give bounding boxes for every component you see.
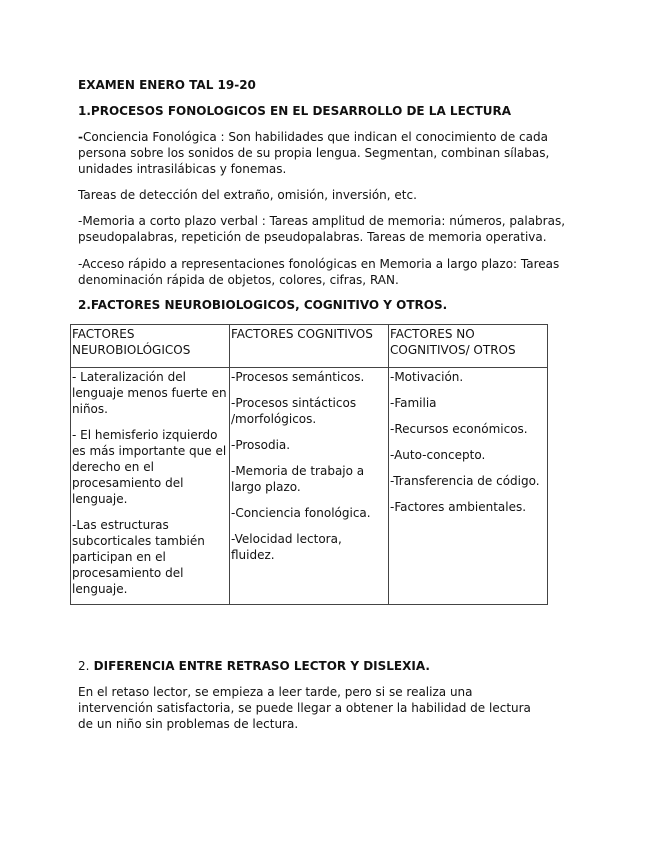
list-item: -Prosodia. bbox=[231, 438, 291, 452]
section2-heading: 2.FACTORES NEUROBIOLOGICOS, COGNITIVO Y OTROS. bbox=[78, 298, 448, 312]
list-item: - El hemisferio izquierdo es más importante que el derecho en el procesamiento del lenguaje. bbox=[72, 428, 227, 506]
header-neurobiologicos: FACTORES NEUROBIOLÓGICOS bbox=[71, 325, 230, 368]
list-item: -Recursos económicos. bbox=[390, 422, 528, 436]
cell-cognitivos bbox=[230, 368, 389, 605]
list-item: -Memoria de trabajo a largo plazo. bbox=[231, 464, 365, 494]
conciencia-text: Conciencia Fonológica : Son habilidades que indican el conocimiento de cada persona sobre los sonidos de su propia lengua. Segmentan, combinan sílabas, unidades intrasilábicas y fonemas. bbox=[78, 130, 550, 176]
section3-heading-line bbox=[78, 658, 568, 674]
table-body-row bbox=[71, 368, 548, 605]
header-no-cognitivos: FACTORES NO COGNITIVOS/ OTROS bbox=[389, 325, 548, 368]
section1-paragraph-acceso: -Acceso rápido a representaciones fonológicas en Memoria a largo plazo: Tareas denominación rápida de objetos, colores, cifras, RAN. bbox=[78, 257, 560, 287]
section3-number: 2. bbox=[78, 659, 90, 673]
list-item: -Conciencia fonológica. bbox=[231, 506, 371, 520]
list-item: -Velocidad lectora, fluidez. bbox=[231, 532, 342, 562]
section1-heading: 1.PROCESOS FONOLOGICOS EN EL DESARROLLO DE LA LECTURA bbox=[78, 104, 512, 118]
list-item: -Las estructuras subcorticales también participan en el procesamiento del lenguaje. bbox=[72, 518, 205, 596]
section1-paragraph-tareas: Tareas de detección del extraño, omisión, inversión, etc. bbox=[78, 188, 417, 202]
cell-no-cognitivos bbox=[389, 368, 548, 605]
list-item: - Lateralización del lenguaje menos fuerte en niños. bbox=[72, 370, 227, 416]
header-cognitivos: FACTORES COGNITIVOS bbox=[230, 325, 389, 368]
cell-neurobiologicos bbox=[71, 368, 230, 605]
section3-paragraph: En el retaso lector, se empieza a leer tarde, pero si se realiza una intervención satisfactoria, se puede llegar a obtener la habilidad de lectura de un niño sin problemas de lectura. bbox=[78, 685, 531, 731]
list-item: -Familia bbox=[390, 396, 437, 410]
section1-paragraph-memoria: -Memoria a corto plazo verbal : Tareas amplitud de memoria: números, palabras, pseudopalabras, repetición de pseudopalabras. Tareas de memoria operativa. bbox=[78, 214, 566, 244]
list-item: -Procesos semánticos. bbox=[231, 370, 365, 384]
document-title: EXAMEN ENERO TAL 19-20 bbox=[78, 78, 256, 92]
table-header-row bbox=[71, 325, 548, 368]
bullet-mark: - bbox=[78, 130, 83, 144]
list-item: -Transferencia de código. bbox=[390, 474, 540, 488]
section1-paragraph-conciencia bbox=[78, 129, 568, 177]
list-item: -Motivación. bbox=[390, 370, 464, 384]
list-item: -Factores ambientales. bbox=[390, 500, 527, 514]
list-item: -Auto-concepto. bbox=[390, 448, 486, 462]
list-item: -Procesos sintácticos /morfológicos. bbox=[231, 396, 357, 426]
factors-table bbox=[70, 324, 548, 605]
section3-heading: DIFERENCIA ENTRE RETRASO LECTOR Y DISLEXIA. bbox=[93, 659, 430, 673]
